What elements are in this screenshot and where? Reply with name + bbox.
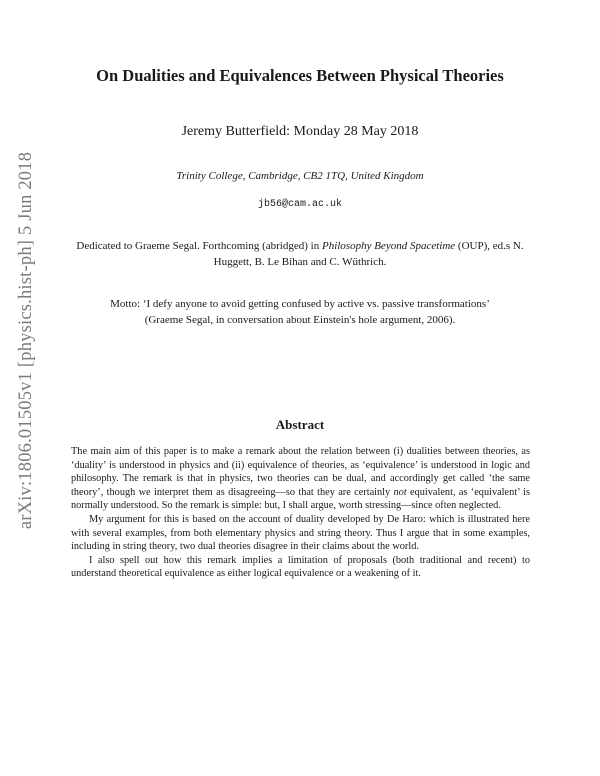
book-title: Philosophy Beyond Spacetime — [321, 240, 456, 252]
abstract-paragraph-3: I also spell out how this remark implies a limitation of proposals (both traditional and recent) to understand theoretical equivalence as either logical equivalence or a weakening of it. — [71, 554, 530, 580]
abstract-paragraph-2: My argument for this is based on the account of duality developed by De Haro: which is illustrated here with several examples, from both elementary physics and string theory. Thus I argue that in some examples, including in string theory, two dual theories disagree in their claims about the world. — [71, 513, 530, 553]
abstract-paragraph-1 — [71, 445, 530, 513]
motto-attribution: (Graeme Segal, in conversation about Einstein's hole argument, 2006). — [144, 314, 456, 326]
dedication — [60, 238, 540, 270]
abstract-p1-text-b: equivalent, as ‘equivalent’ is normally understood. So the remark is simple: but, I shall argue, worth stressing—since often neglected. — [71, 486, 531, 512]
dedication-text-2: (OUP), ed.s N. Huggett, B. Le Bihan and C. Wüthrich. — [213, 240, 524, 268]
abstract-heading: Abstract — [275, 417, 325, 432]
motto — [60, 296, 540, 328]
author-line: Jeremy Butterfield: Monday 28 May 2018 — [181, 124, 419, 139]
abstract-body — [71, 445, 530, 581]
affiliation: Trinity College, Cambridge, CB2 1TQ, United Kingdom — [176, 170, 424, 182]
motto-quote: Motto: ‘I defy anyone to avoid getting confused by active vs. passive transformations’ — [110, 298, 490, 310]
abstract-p1-text-a: The main aim of this paper is to make a remark about the relation between (i) dualities between theories, as ‘duality’ is understood in physics and (ii) equivalence of theories, as ‘equivalence’ is understood in logic and philosophy. The remark is that in physics, two theories can be dual, and accordingly get called ‘the same theory’, though we interpret them as disagreeing—so that they are certainly — [71, 446, 530, 498]
author-email: jb56@cam.ac.uk — [257, 199, 342, 210]
paper-title: On Dualities and Equivalences Between Physical Theories — [96, 66, 504, 85]
arxiv-identifier — [12, 80, 42, 600]
dedication-text-1: Dedicated to Graeme Segal. Forthcoming (abridged) in — [76, 240, 322, 252]
arxiv-identifier-text: arXiv:1806.01505v1 [physics.hist-ph] 5 Jun 2018 — [16, 151, 37, 529]
abstract-p1-emphasis: not — [393, 486, 407, 498]
